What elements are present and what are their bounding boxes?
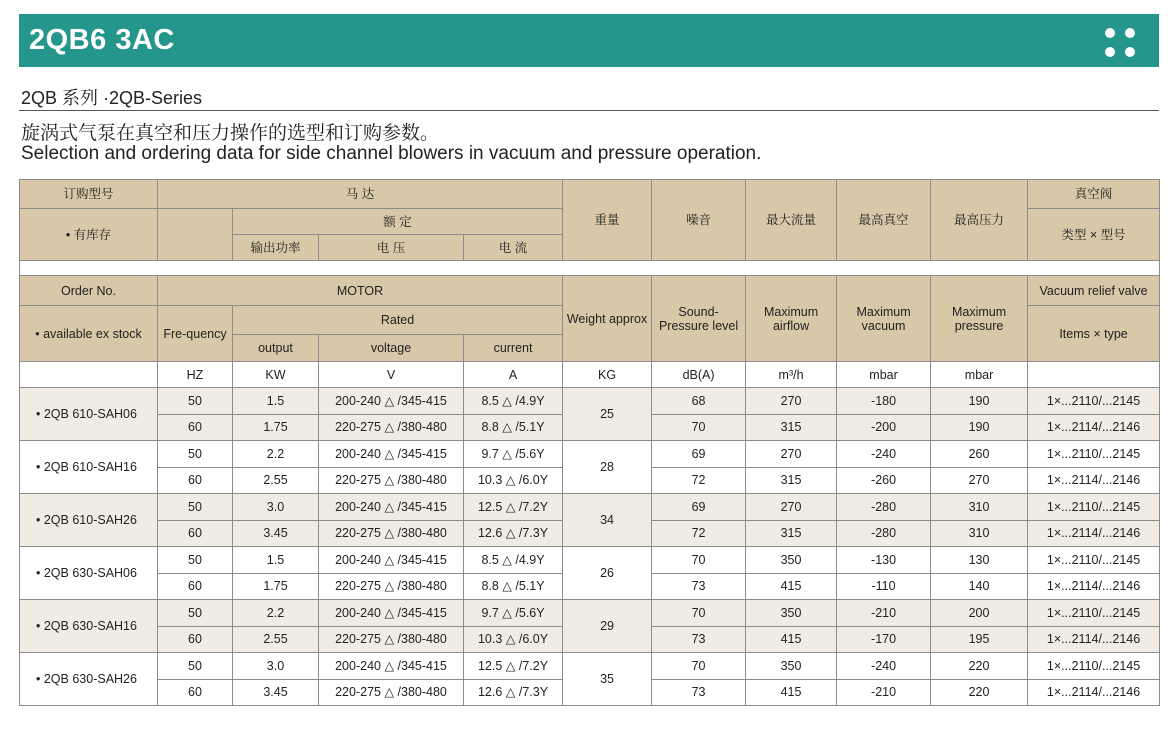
cell-vacuum: -170 (837, 626, 931, 653)
cell-valve: 1×...2110/...2145 (1028, 494, 1160, 521)
cell-valve: 1×...2110/...2145 (1028, 547, 1160, 574)
cell-airflow: 315 (746, 414, 837, 441)
header-vacuum-en: Maximum vacuum (837, 276, 931, 362)
cell-pressure: 140 (931, 573, 1028, 600)
cell-pressure: 195 (931, 626, 1028, 653)
cell-weight: 28 (563, 441, 652, 494)
header-valve-type-en: Items × type (1028, 306, 1160, 362)
cell-vacuum: -280 (837, 494, 931, 521)
cell-frequency: 50 (158, 547, 233, 574)
cell-output: 1.5 (233, 547, 319, 574)
header-pressure-cn: 最高压力 (931, 180, 1028, 261)
cell-valve: 1×...2110/...2145 (1028, 388, 1160, 415)
header-rated-cn: 额 定 (233, 209, 563, 235)
unit-pressure: mbar (931, 362, 1028, 388)
cell-frequency: 60 (158, 414, 233, 441)
table-row (20, 441, 1160, 468)
unit-hz: HZ (158, 362, 233, 388)
cell-noise: 68 (652, 388, 746, 415)
model-name: • 2QB 610-SAH06 (20, 388, 158, 441)
cell-pressure: 130 (931, 547, 1028, 574)
table-row (20, 600, 1160, 627)
cell-airflow: 315 (746, 520, 837, 547)
cell-vacuum: -130 (837, 547, 931, 574)
cell-airflow: 415 (746, 626, 837, 653)
cell-noise: 73 (652, 626, 746, 653)
cell-pressure: 190 (931, 414, 1028, 441)
cell-airflow: 350 (746, 547, 837, 574)
header-order-no-en: Order No. (20, 276, 158, 306)
cell-output: 1.5 (233, 388, 319, 415)
unit-kg: KG (563, 362, 652, 388)
header-rated-en: Rated (233, 306, 563, 335)
header-output-cn: 输出功率 (233, 235, 319, 261)
header-output-en: output (233, 335, 319, 362)
cell-noise: 69 (652, 441, 746, 468)
cell-airflow: 350 (746, 653, 837, 680)
header-weight-cn: 重量 (563, 180, 652, 261)
header-noise-en: Sound-Pressure level (652, 276, 746, 362)
header-valve-type-cn: 类型 × 型号 (1028, 209, 1160, 261)
cell-airflow: 415 (746, 679, 837, 706)
cell-weight: 34 (563, 494, 652, 547)
cell-output: 3.45 (233, 679, 319, 706)
header-frequency-cn (158, 209, 233, 261)
header-current-cn: 电 流 (464, 235, 563, 261)
cell-voltage: 220-275 △ /380-480 (319, 414, 464, 441)
cell-current: 10.3 △ /6.0Y (464, 626, 563, 653)
unit-airflow: m³/h (746, 362, 837, 388)
cell-valve: 1×...2110/...2145 (1028, 441, 1160, 468)
header-frequency-en: Fre-quency (158, 306, 233, 362)
cell-frequency: 60 (158, 626, 233, 653)
header-valve-cn: 真空阀 (1028, 180, 1160, 209)
model-name: • 2QB 610-SAH26 (20, 494, 158, 547)
table-row (20, 653, 1160, 680)
cell-vacuum: -180 (837, 388, 931, 415)
cell-pressure: 270 (931, 467, 1028, 494)
cell-pressure: 220 (931, 679, 1028, 706)
cell-pressure: 200 (931, 600, 1028, 627)
cell-pressure: 220 (931, 653, 1028, 680)
table-row (20, 494, 1160, 521)
table-separator (20, 261, 1160, 276)
header-noise-cn: 噪音 (652, 180, 746, 261)
cell-output: 2.55 (233, 467, 319, 494)
table-row (20, 547, 1160, 574)
unit-v: V (319, 362, 464, 388)
cell-weight: 35 (563, 653, 652, 706)
cell-pressure: 310 (931, 494, 1028, 521)
header-in-stock-en: • available ex stock (20, 306, 158, 362)
cell-output: 2.2 (233, 441, 319, 468)
cell-vacuum: -110 (837, 573, 931, 600)
cell-frequency: 60 (158, 520, 233, 547)
header-voltage-cn: 电 压 (319, 235, 464, 261)
cell-airflow: 415 (746, 573, 837, 600)
cell-valve: 1×...2114/...2146 (1028, 414, 1160, 441)
unit-empty (1028, 362, 1160, 388)
cell-valve: 1×...2114/...2146 (1028, 520, 1160, 547)
header-airflow-cn: 最大流量 (746, 180, 837, 261)
cell-frequency: 50 (158, 441, 233, 468)
cell-voltage: 220-275 △ /380-480 (319, 520, 464, 547)
cell-current: 12.5 △ /7.2Y (464, 494, 563, 521)
unit-vacuum: mbar (837, 362, 931, 388)
cell-noise: 73 (652, 573, 746, 600)
cell-current: 8.5 △ /4.9Y (464, 547, 563, 574)
cell-current: 12.6 △ /7.3Y (464, 679, 563, 706)
cell-noise: 73 (652, 679, 746, 706)
series-label: 2QB 系列 ·2QB-Series (21, 88, 203, 108)
cell-current: 9.7 △ /5.6Y (464, 600, 563, 627)
cell-valve: 1×...2114/...2146 (1028, 626, 1160, 653)
cell-noise: 70 (652, 600, 746, 627)
table-row (20, 388, 1160, 415)
unit-empty (20, 362, 158, 388)
cell-airflow: 315 (746, 467, 837, 494)
cell-noise: 72 (652, 520, 746, 547)
cell-current: 8.8 △ /5.1Y (464, 573, 563, 600)
cell-voltage: 220-275 △ /380-480 (319, 679, 464, 706)
header-current-en: current (464, 335, 563, 362)
cell-frequency: 50 (158, 600, 233, 627)
cell-frequency: 50 (158, 494, 233, 521)
model-name: • 2QB 630-SAH06 (20, 547, 158, 600)
cell-airflow: 270 (746, 494, 837, 521)
cell-voltage: 200-240 △ /345-415 (319, 653, 464, 680)
header-motor-cn: 马 达 (158, 180, 563, 209)
cell-frequency: 50 (158, 388, 233, 415)
cell-voltage: 200-240 △ /345-415 (319, 441, 464, 468)
header-airflow-en: Maximum airflow (746, 276, 837, 362)
page-title: 2QB6 3AC (29, 24, 175, 56)
header-weight-en: Weight approx (563, 276, 652, 362)
menu-dots-icon (1101, 26, 1139, 56)
cell-valve: 1×...2110/...2145 (1028, 653, 1160, 680)
cell-vacuum: -260 (837, 467, 931, 494)
cell-airflow: 350 (746, 600, 837, 627)
cell-voltage: 220-275 △ /380-480 (319, 626, 464, 653)
cell-weight: 25 (563, 388, 652, 441)
cell-voltage: 220-275 △ /380-480 (319, 573, 464, 600)
cell-frequency: 60 (158, 573, 233, 600)
unit-db: dB(A) (652, 362, 746, 388)
cell-current: 12.5 △ /7.2Y (464, 653, 563, 680)
cell-vacuum: -210 (837, 600, 931, 627)
cell-current: 8.5 △ /4.9Y (464, 388, 563, 415)
cell-output: 3.0 (233, 494, 319, 521)
header-pressure-en: Maximum pressure (931, 276, 1028, 362)
cell-voltage: 200-240 △ /345-415 (319, 547, 464, 574)
header-motor-en: MOTOR (158, 276, 563, 306)
cell-airflow: 270 (746, 441, 837, 468)
header-voltage-en: voltage (319, 335, 464, 362)
cell-vacuum: -240 (837, 653, 931, 680)
cell-noise: 72 (652, 467, 746, 494)
cell-valve: 1×...2110/...2145 (1028, 600, 1160, 627)
header-valve-en: Vacuum relief valve (1028, 276, 1160, 306)
cell-vacuum: -210 (837, 679, 931, 706)
cell-pressure: 190 (931, 388, 1028, 415)
cell-frequency: 50 (158, 653, 233, 680)
cell-frequency: 60 (158, 467, 233, 494)
model-name: • 2QB 630-SAH26 (20, 653, 158, 706)
cell-valve: 1×...2114/...2146 (1028, 573, 1160, 600)
cell-noise: 70 (652, 653, 746, 680)
cell-vacuum: -240 (837, 441, 931, 468)
cell-current: 9.7 △ /5.6Y (464, 441, 563, 468)
cell-vacuum: -280 (837, 520, 931, 547)
model-name: • 2QB 610-SAH16 (20, 441, 158, 494)
cell-output: 2.2 (233, 600, 319, 627)
cell-pressure: 260 (931, 441, 1028, 468)
cell-noise: 69 (652, 494, 746, 521)
cell-voltage: 200-240 △ /345-415 (319, 494, 464, 521)
cell-voltage: 220-275 △ /380-480 (319, 467, 464, 494)
description-en: Selection and ordering data for side channel blowers in vacuum and pressure operation. (21, 143, 762, 164)
cell-frequency: 60 (158, 679, 233, 706)
cell-valve: 1×...2114/...2146 (1028, 467, 1160, 494)
cell-current: 12.6 △ /7.3Y (464, 520, 563, 547)
model-name: • 2QB 630-SAH16 (20, 600, 158, 653)
cell-voltage: 200-240 △ /345-415 (319, 600, 464, 627)
cell-vacuum: -200 (837, 414, 931, 441)
cell-output: 3.45 (233, 520, 319, 547)
divider (19, 110, 1159, 111)
cell-valve: 1×...2114/...2146 (1028, 679, 1160, 706)
cell-airflow: 270 (746, 388, 837, 415)
cell-output: 3.0 (233, 653, 319, 680)
cell-weight: 26 (563, 547, 652, 600)
spec-table (19, 179, 1160, 706)
header-bar (19, 14, 1159, 67)
unit-a: A (464, 362, 563, 388)
header-vacuum-cn: 最高真空 (837, 180, 931, 261)
cell-pressure: 310 (931, 520, 1028, 547)
description-cn: 旋涡式气泵在真空和压力操作的选型和订购参数。 (21, 123, 440, 144)
cell-noise: 70 (652, 547, 746, 574)
cell-output: 2.55 (233, 626, 319, 653)
cell-current: 8.8 △ /5.1Y (464, 414, 563, 441)
cell-noise: 70 (652, 414, 746, 441)
cell-output: 1.75 (233, 573, 319, 600)
cell-current: 10.3 △ /6.0Y (464, 467, 563, 494)
cell-output: 1.75 (233, 414, 319, 441)
unit-kw: KW (233, 362, 319, 388)
cell-voltage: 200-240 △ /345-415 (319, 388, 464, 415)
header-in-stock-cn: • 有库存 (20, 209, 158, 261)
header-order-no-cn: 订购型号 (20, 180, 158, 209)
cell-weight: 29 (563, 600, 652, 653)
